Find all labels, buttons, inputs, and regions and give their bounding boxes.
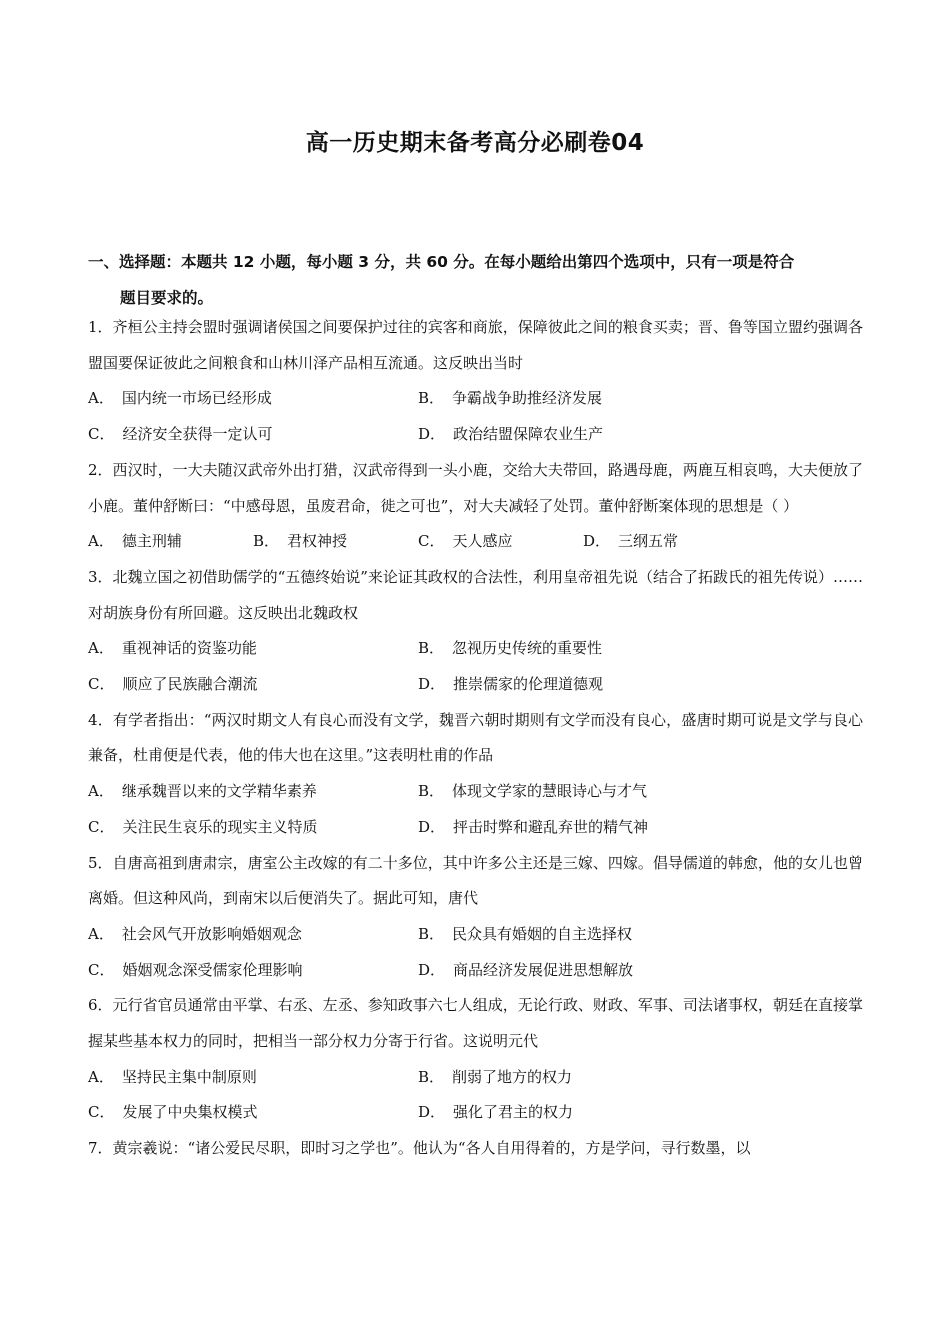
option-list [88,917,863,988]
option-list [88,524,863,560]
question-stem: 4．有学者指出：“两汉时期文人有良心而没有文学，魏晋六朝时期则有文学而没有良心，盛唐时期可说是文学与良心兼备，杜甫便是代表，他的伟大也在这里。”这表明杜甫的作品 [88,710,863,765]
option-c: C． 顺应了民族融合潮流 [88,675,258,694]
option-b: B． 体现文学家的慧眼诗心与才气 [418,782,648,801]
option-d: D． 抨击时弊和避乱弃世的精气神 [418,817,649,836]
option-b: B． 削弱了地方的权力 [418,1067,573,1086]
question-stem: 2．西汉时，一大夫随汉武帝外出打猎，汉武帝得到一头小鹿，交给大夫带回，路遇母鹿，两鹿互相哀鸣，大夫便放了小鹿。董仲舒断曰：“中感母恩，虽废君命，徙之可也”，对大夫减轻了处罚。董仲舒断案体现的思想是（ ） [88,460,863,515]
question-4 [88,703,863,846]
option-d: D． 推崇儒家的伦理道德观 [418,675,604,694]
option-d: D． 政治结盟保障农业生产 [418,425,604,444]
option-d: D． 强化了君主的权力 [418,1103,574,1122]
question-3 [88,560,863,703]
question-7 [88,1131,863,1167]
option-b: B． 忽视历史传统的重要性 [418,639,603,658]
option-c: C． 关注民生哀乐的现实主义特质 [88,817,318,836]
option-list [88,774,863,845]
question-6 [88,988,863,1131]
option-a: A． 德主刑辅 [88,532,182,551]
question-stem: 3．北魏立国之初借助儒学的“五德终始说”来论证其政权的合法性，利用皇帝祖先说（结合了拓跋氏的祖先传说）……对胡族身份有所回避。这反映出北魏政权 [88,567,863,622]
option-list [88,381,863,452]
section-heading-line2: 题目要求的。 [120,289,214,307]
option-a: A． 重视神话的资鉴功能 [88,639,257,658]
question-stem: 7．黄宗羲说：“诸公爱民尽职，即时习之学也”。他认为“各人自用得着的，方是学问，寻行数墨，以 [88,1139,751,1158]
option-b: B． 争霸战争助推经济发展 [418,389,603,408]
page-title: 高一历史期末备考高分必刷卷04 [305,130,645,156]
option-list [88,631,863,702]
option-a: A． 社会风气开放影响婚姻观念 [88,924,302,943]
question-stem: 6．元行省官员通常由平掌、右丞、左丞、参知政事六七人组成，无论行政、财政、军事、司法诸事权，朝廷在直接掌握某些基本权力的同时，把相当一部分权力分寄于行省。这说明元代 [88,996,863,1051]
option-a: A． 国内统一市场已经形成 [88,389,272,408]
option-c: C． 发展了中央集权模式 [88,1103,258,1122]
question-stem: 1．齐桓公主持会盟时强调诸侯国之间要保护过往的宾客和商旅，保障彼此之间的粮食买卖；晋、鲁等国立盟约强调各盟国要保证彼此之间粮食和山林川泽产品相互流通。这反映出当时 [88,318,863,372]
option-a: A． 坚持民主集中制原则 [88,1067,257,1086]
option-list [88,1060,863,1131]
question-stem: 5．自唐高祖到唐肃宗，唐室公主改嫁的有二十多位，其中许多公主还是三嫁、四嫁。倡导儒道的韩愈，他的女儿也曾离婚。但这种风尚，到南宋以后便消失了。据此可知，唐代 [88,853,863,908]
option-b: B． 君权神授 [253,532,348,551]
section-heading [88,244,868,316]
option-c: C． 天人感应 [418,532,513,551]
question-1 [88,310,863,453]
question-5 [88,846,863,989]
question-2 [88,453,863,560]
option-c: C． 经济安全获得一定认可 [88,425,273,444]
option-b: B． 民众具有婚姻的自主选择权 [418,924,633,943]
question-list [88,310,863,1167]
option-d: D． 商品经济发展促进思想解放 [418,960,634,979]
option-a: A． 继承魏晋以来的文学精华素养 [88,782,317,801]
section-heading-line1: 一、选择题：本题共 12 小题，每小题 3 分，共 60 分。在每小题给出第四个选项中，只有一项是符合 [88,253,795,271]
option-d: D． 三纲五常 [583,532,679,551]
option-c: C． 婚姻观念深受儒家伦理影响 [88,960,303,979]
